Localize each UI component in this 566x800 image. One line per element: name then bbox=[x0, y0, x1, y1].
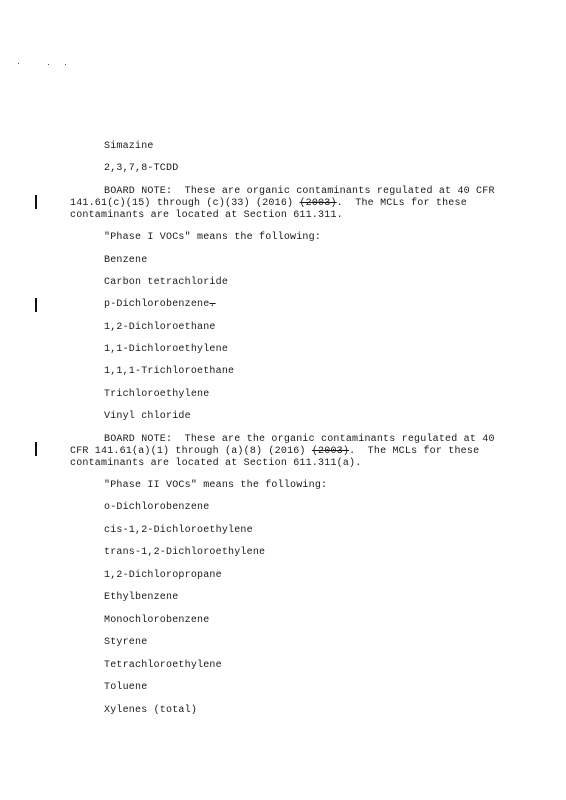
item-1-2-dichloroethane: 1,2-Dichloroethane bbox=[104, 322, 216, 333]
item-cis-1-2-dichloroethylene: cis-1,2-Dichloroethylene bbox=[104, 525, 253, 536]
revision-bar bbox=[35, 195, 37, 209]
revision-bar bbox=[35, 298, 37, 312]
revision-bar bbox=[35, 442, 37, 456]
board-note-1-line-2 bbox=[70, 198, 467, 210]
item-o-dichlorobenzene: o-Dichlorobenzene bbox=[104, 502, 210, 513]
item-trichloroethylene: Trichloroethylene bbox=[104, 389, 210, 400]
item-monochlorobenzene: Monochlorobenzene bbox=[104, 615, 210, 626]
item-1-1-dichloroethylene: 1,1-Dichloroethylene bbox=[104, 344, 229, 355]
scan-speck bbox=[48, 64, 49, 65]
phase-1-heading: "Phase I VOCs" means the following: bbox=[104, 232, 322, 243]
board-note-2-citation: CFR 141.61(a)(1) through (a)(8) (2016) bbox=[70, 446, 306, 457]
item-1-1-1-trichloroethane: 1,1,1-Trichloroethane bbox=[104, 366, 235, 377]
board-note-1-line-3: contaminants are located at Section 611.311. bbox=[70, 210, 343, 221]
item-vinyl-chloride: Vinyl chloride bbox=[104, 411, 191, 422]
struck-year: (2003) bbox=[311, 446, 350, 457]
item-tetrachloroethylene: Tetrachloroethylene bbox=[104, 660, 222, 671]
item-p-dichlorobenzene-name: p-Dichlorobenzene bbox=[104, 299, 210, 310]
item-1-2-dichloropropane: 1,2-Dichloropropane bbox=[104, 570, 222, 581]
item-tcdd: 2,3,7,8-TCDD bbox=[104, 163, 179, 174]
item-p-dichlorobenzene bbox=[104, 299, 216, 311]
board-note-1-citation: 141.61(c)(15) through (c)(33) (2016) bbox=[70, 198, 294, 209]
board-note-2-line-1: BOARD NOTE: These are the organic contaminants regulated at 40 bbox=[104, 434, 495, 445]
scan-speck bbox=[65, 64, 66, 65]
scan-speck bbox=[18, 63, 19, 64]
item-xylenes-total: Xylenes (total) bbox=[104, 705, 198, 716]
board-note-2-line-2 bbox=[70, 446, 479, 458]
item-ethylbenzene: Ethylbenzene bbox=[104, 592, 179, 603]
item-styrene: Styrene bbox=[104, 637, 148, 648]
board-note-2-mcl-text: . The MCLs for these bbox=[349, 446, 480, 457]
struck-year: (2003) bbox=[299, 198, 337, 209]
item-benzene: Benzene bbox=[104, 255, 148, 266]
board-note-1-line-1: BOARD NOTE: These are organic contaminants regulated at 40 CFR bbox=[104, 186, 495, 197]
phase-2-heading: "Phase II VOCs" means the following: bbox=[104, 480, 328, 491]
board-note-2-line-3: contaminants are located at Section 611.311(a). bbox=[70, 458, 362, 469]
struck-period: . bbox=[209, 299, 216, 310]
item-trans-1-2-dichloroethylene: trans-1,2-Dichloroethylene bbox=[104, 547, 266, 558]
board-note-1-mcl-text: . The MCLs for these bbox=[336, 198, 467, 209]
item-toluene: Toluene bbox=[104, 682, 148, 693]
item-carbon-tetrachloride: Carbon tetrachloride bbox=[104, 277, 229, 288]
item-simazine: Simazine bbox=[104, 141, 154, 152]
